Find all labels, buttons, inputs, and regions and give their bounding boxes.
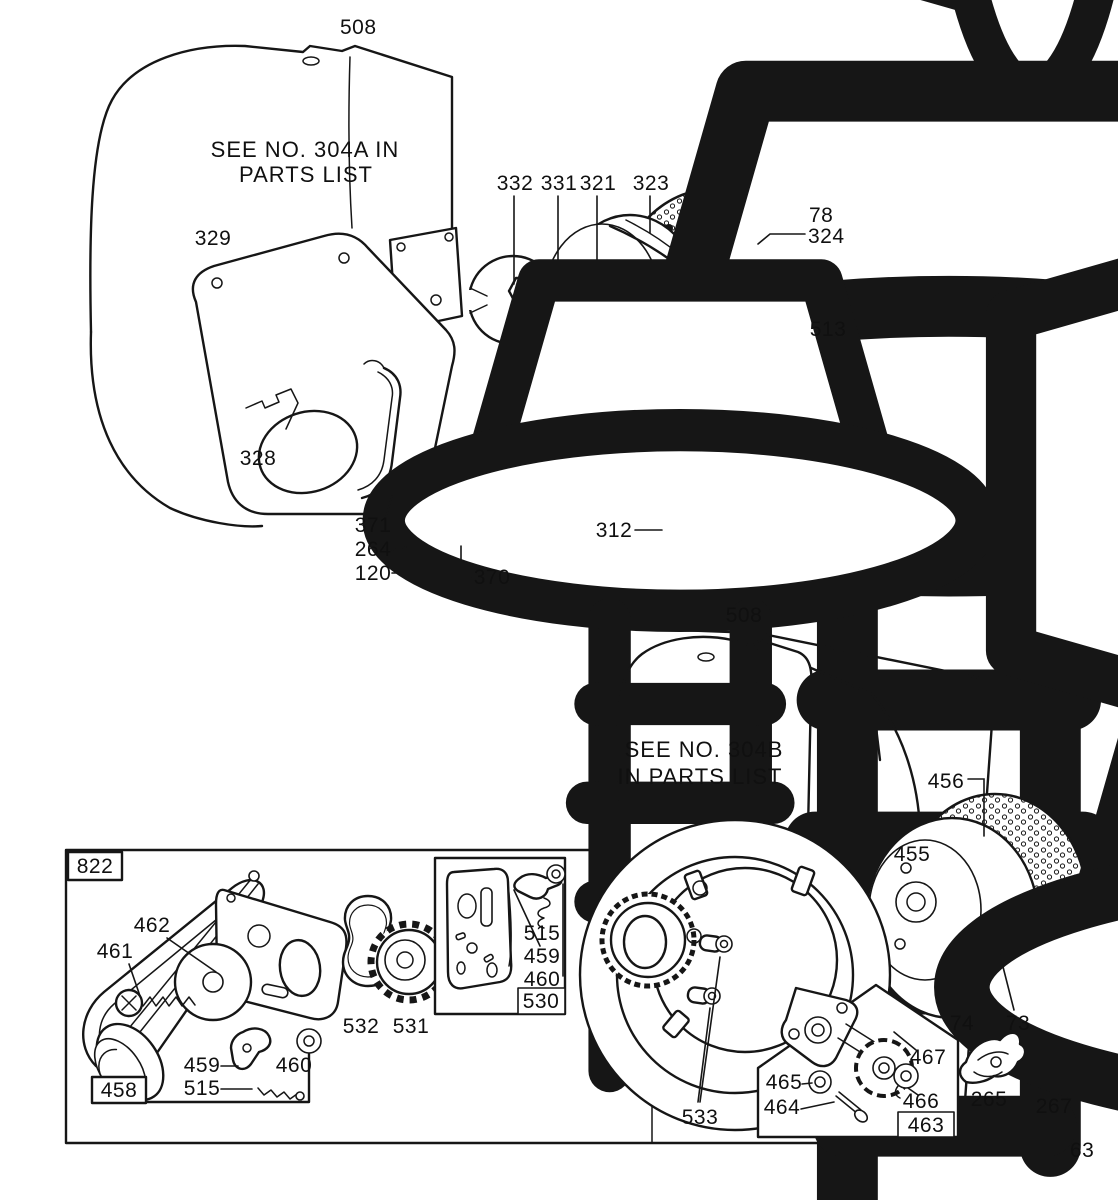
callout-459-box: 459 bbox=[523, 945, 561, 968]
callout-455: 455 bbox=[893, 843, 931, 866]
housing-note-upper-line1: SEE NO. 304A IN bbox=[210, 137, 400, 162]
housing-note-lower-line2: IN PARTS LIST bbox=[617, 764, 783, 789]
callout-462: 462 bbox=[133, 914, 171, 937]
callout-459-left: 459 bbox=[183, 1054, 221, 1077]
page-number: 63 bbox=[1070, 1139, 1095, 1162]
callout-264: 264 bbox=[354, 538, 392, 561]
washer-465 bbox=[809, 1071, 831, 1093]
callout-515-box: 515 bbox=[523, 922, 561, 945]
grommet-460 bbox=[297, 1029, 321, 1053]
callout-331: 331 bbox=[540, 172, 578, 195]
callout-329: 329 bbox=[194, 227, 232, 250]
callout-460-left: 460 bbox=[275, 1054, 313, 1077]
box-label-530: 530 bbox=[522, 990, 560, 1013]
callout-464: 464 bbox=[763, 1096, 801, 1119]
callout-461: 461 bbox=[96, 940, 134, 963]
callout-324: 324 bbox=[808, 225, 845, 248]
callout-465: 465 bbox=[765, 1071, 803, 1094]
callout-460-box: 460 bbox=[523, 968, 561, 991]
callout-466: 466 bbox=[902, 1090, 940, 1113]
callout-265: 265 bbox=[970, 1088, 1008, 1111]
callout-332: 332 bbox=[496, 172, 534, 195]
callout-515-left: 515 bbox=[183, 1077, 221, 1100]
callout-533: 533 bbox=[681, 1106, 719, 1129]
callout-532: 532 bbox=[342, 1015, 380, 1038]
callout-78: 78 bbox=[809, 204, 834, 227]
callout-371: 371 bbox=[354, 514, 392, 537]
callout-312: 312 bbox=[595, 519, 633, 542]
callout-74: 74 bbox=[949, 1012, 975, 1035]
callout-321: 321 bbox=[579, 172, 617, 195]
callout-120: 120 bbox=[354, 562, 392, 585]
box-label-822: 822 bbox=[76, 855, 114, 878]
callout-370: 370 bbox=[473, 566, 511, 589]
box-label-513: 513 bbox=[809, 318, 847, 341]
housing-note-lower-line1: SEE NO. 304B bbox=[624, 737, 784, 762]
callout-531: 531 bbox=[392, 1015, 430, 1038]
callout-328: 328 bbox=[239, 447, 277, 470]
spring-515 bbox=[258, 1088, 297, 1099]
callout-456: 456 bbox=[927, 770, 965, 793]
callout-467: 467 bbox=[909, 1046, 947, 1069]
callout-323: 323 bbox=[632, 172, 670, 195]
callout-73: 73 bbox=[1005, 1012, 1031, 1035]
box-label-463: 463 bbox=[907, 1114, 945, 1137]
callout-267: 267 bbox=[1035, 1095, 1073, 1118]
housing-note-upper-line2: PARTS LIST bbox=[239, 162, 373, 187]
box-label-458: 458 bbox=[100, 1079, 138, 1102]
callout-508-lower: 508 bbox=[725, 604, 763, 627]
callout-508-upper: 508 bbox=[340, 16, 377, 39]
